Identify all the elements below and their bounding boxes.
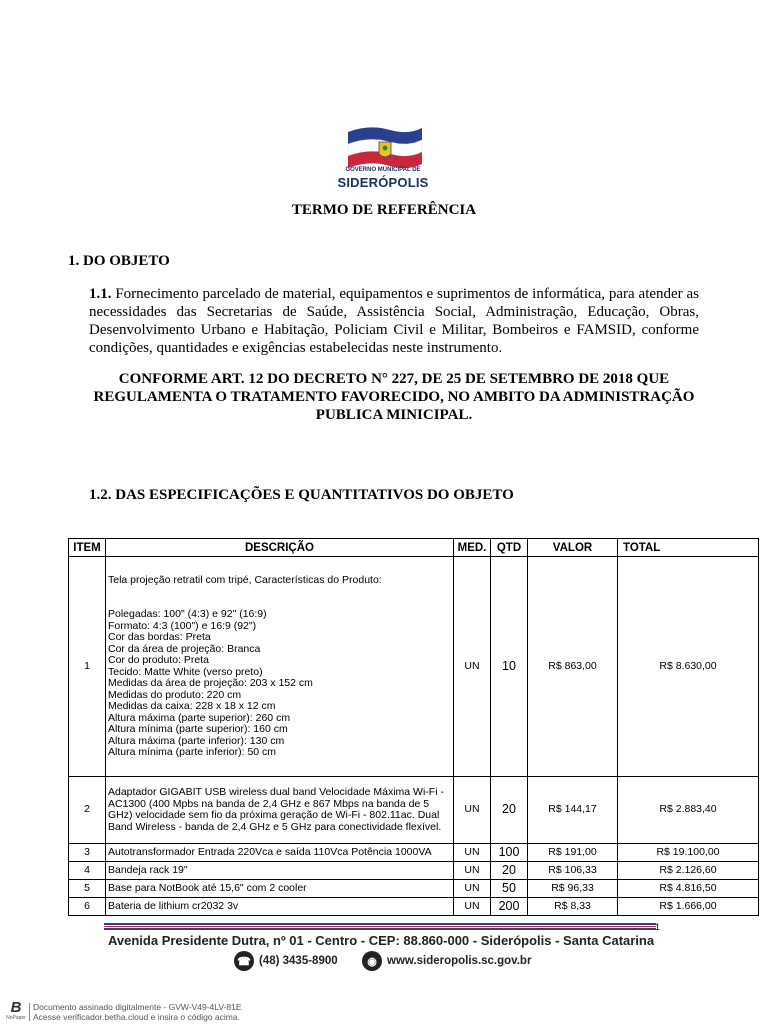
phone-number: (48) 3435-8900 <box>259 955 338 967</box>
section-heading: 1. DO OBJETO <box>68 253 170 269</box>
description-line: Cor da área de projeção: Branca <box>108 642 261 655</box>
row-item-number: 4 <box>69 862 106 880</box>
row-item-number: 5 <box>69 880 106 898</box>
table-row <box>69 862 759 880</box>
row-quantity: 200 <box>491 898 528 916</box>
decree-notice: CONFORME ART. 12 DO DECRETO N° 227, DE 25 DE SETEMBRO DE 2018 QUE REGULAMENTA O TRATAMENTO FAVORECIDO, NO AMBITO DA ADMINISTRAÇÃO PUBLICA MINICIPAL. <box>93 371 695 423</box>
row-unit-value: R$ 106,33 <box>528 862 618 880</box>
logo-caption-line2: SIDERÓPOLIS <box>337 175 429 190</box>
row-item-number: 2 <box>69 777 106 844</box>
paragraph-number: 1.1. <box>89 286 112 302</box>
description-line: Autotransformador Entrada 220Vca e saída 110Vca Potência 1000VA <box>108 845 432 858</box>
row-description <box>106 844 454 862</box>
website-link[interactable]: www.sideropolis.sc.gov.br <box>387 955 532 967</box>
row-measure: UN <box>454 557 491 777</box>
row-quantity: 20 <box>491 777 528 844</box>
header-item: ITEM <box>69 539 106 557</box>
description-line: Cor das bordas: Preta <box>108 631 211 643</box>
footer-address: Avenida Presidente Dutra, nº 01 - Centro - CEP: 88.860-000 - Siderópolis - Santa Catarina <box>108 933 655 948</box>
row-total: R$ 19.100,00 <box>618 844 759 862</box>
table-row <box>69 844 759 862</box>
row-measure: UN <box>454 844 491 862</box>
row-total: R$ 2.883,40 <box>618 777 759 844</box>
footer-phone <box>234 950 338 972</box>
description-line: Medidas do produto: 220 cm <box>108 688 242 701</box>
footer-divider <box>104 923 656 930</box>
phone-icon: ☎ <box>234 951 254 971</box>
subsection-heading: 1.2. DAS ESPECIFICAÇÕES E QUANTITATIVOS DO OBJETO <box>89 487 514 503</box>
row-total: R$ 8.630,00 <box>618 557 759 777</box>
table-row <box>69 777 759 844</box>
description-line: Altura mínima (parte inferior): 50 cm <box>108 746 277 758</box>
description-line: Bateria de lithium cr2032 3v <box>108 899 239 912</box>
description-line: Tecido: Matte White (verso preto) <box>108 665 263 678</box>
row-unit-value: R$ 191,00 <box>528 844 618 862</box>
logo-caption-line1: GOVERNO MUNICIPAL DE <box>345 167 421 173</box>
row-description <box>106 898 454 916</box>
row-measure: UN <box>454 777 491 844</box>
signature-divider <box>29 1003 30 1021</box>
nopaper-badge <box>4 1001 28 1023</box>
row-measure: UN <box>454 862 491 880</box>
signature-line-2: Acesse verificador.betha.cloud e insira o código acima. <box>33 1012 240 1022</box>
description-line: Cor do produto: Preta <box>108 654 209 666</box>
paragraph-text: Fornecimento parcelado de material, equipamentos e suprimentos de informática, para atender as necessidades das Secretarias de Saúde, Assistência Social, Administração, Educação, Obras, Desenvolvimento Urbano e Habitação, Policiam Civil e Militar, Bombeiros e FAMSID, conforme condições, quantidades e exigências estabelecidas neste instrumento. <box>89 286 700 356</box>
description-line: Altura mínima (parte superior): 160 cm <box>108 723 288 735</box>
description-line <box>108 586 451 598</box>
nopaper-logo-icon: B <box>10 999 22 1016</box>
row-description <box>106 777 454 844</box>
signature-notice <box>33 1002 242 1022</box>
table-row <box>69 880 759 898</box>
row-unit-value: R$ 144,17 <box>528 777 618 844</box>
row-unit-value: R$ 863,00 <box>528 557 618 777</box>
row-quantity: 10 <box>491 557 528 777</box>
header-quantity: QTD <box>491 539 528 557</box>
table-row <box>69 898 759 916</box>
row-item-number: 6 <box>69 898 106 916</box>
description-line: Base para NotBook até 15,6" com 2 cooler <box>108 881 307 894</box>
description-line: Bandeja rack 19" <box>108 863 188 876</box>
signature-line-1: Documento assinado digitalmente - GVW-V49-4LV-81E <box>33 1002 242 1012</box>
row-item-number: 3 <box>69 844 106 862</box>
description-line: Altura máxima (parte inferior): 130 cm <box>108 734 285 747</box>
header-measure: MED. <box>454 539 491 557</box>
row-description <box>106 880 454 898</box>
page-number: 1 <box>655 922 661 932</box>
row-total: R$ 1.666,00 <box>618 898 759 916</box>
description-line: Altura máxima (parte superior): 260 cm <box>108 711 291 724</box>
description-line: Medidas da área de projeção: 203 x 152 cm <box>108 677 313 689</box>
description-line: Medidas da caixa: 228 x 18 x 12 cm <box>108 700 276 712</box>
object-paragraph <box>89 285 699 357</box>
header-total: TOTAL <box>618 539 759 557</box>
row-total: R$ 2.126,60 <box>618 862 759 880</box>
footer-website[interactable] <box>362 950 531 972</box>
row-unit-value: R$ 96,33 <box>528 880 618 898</box>
items-table <box>68 538 759 916</box>
description-line: Adaptador GIGABIT USB wireless dual band Velocidade Máxima Wi-Fi - AC1300 (400 Mpbs na banda de 2,4 GHz e 867 Mbps na banda de 5 GHz) velocidade sem fio da próxima geração de Wi-Fi - 802.11ac. Dual Band Wireless - banda de 2,4 GHz e 5 GHz para conectividade flexível. <box>108 786 444 833</box>
description-line: Tela projeção retratil com tripé, Características do Produto: <box>108 573 382 586</box>
row-total: R$ 4.816,50 <box>618 880 759 898</box>
header-unit-value: VALOR <box>528 539 618 557</box>
document-title: TERMO DE REFERÊNCIA <box>291 202 477 218</box>
globe-icon: ◉ <box>362 951 382 971</box>
row-measure: UN <box>454 898 491 916</box>
row-quantity: 100 <box>491 844 528 862</box>
row-quantity: 50 <box>491 880 528 898</box>
row-description <box>106 862 454 880</box>
row-item-number: 1 <box>69 557 106 777</box>
row-quantity: 20 <box>491 862 528 880</box>
row-unit-value: R$ 8,33 <box>528 898 618 916</box>
row-measure: UN <box>454 880 491 898</box>
nopaper-caption: NoPaper <box>6 1015 26 1021</box>
table-row <box>69 557 759 777</box>
description-line: Polegadas: 100" (4:3) e 92" (16:9) <box>108 608 267 620</box>
description-line: Formato: 4:3 (100") e 16:9 (92") <box>108 619 257 632</box>
row-description <box>106 557 454 777</box>
table-header-row <box>69 539 759 557</box>
header-description: DESCRIÇÃO <box>106 539 454 557</box>
